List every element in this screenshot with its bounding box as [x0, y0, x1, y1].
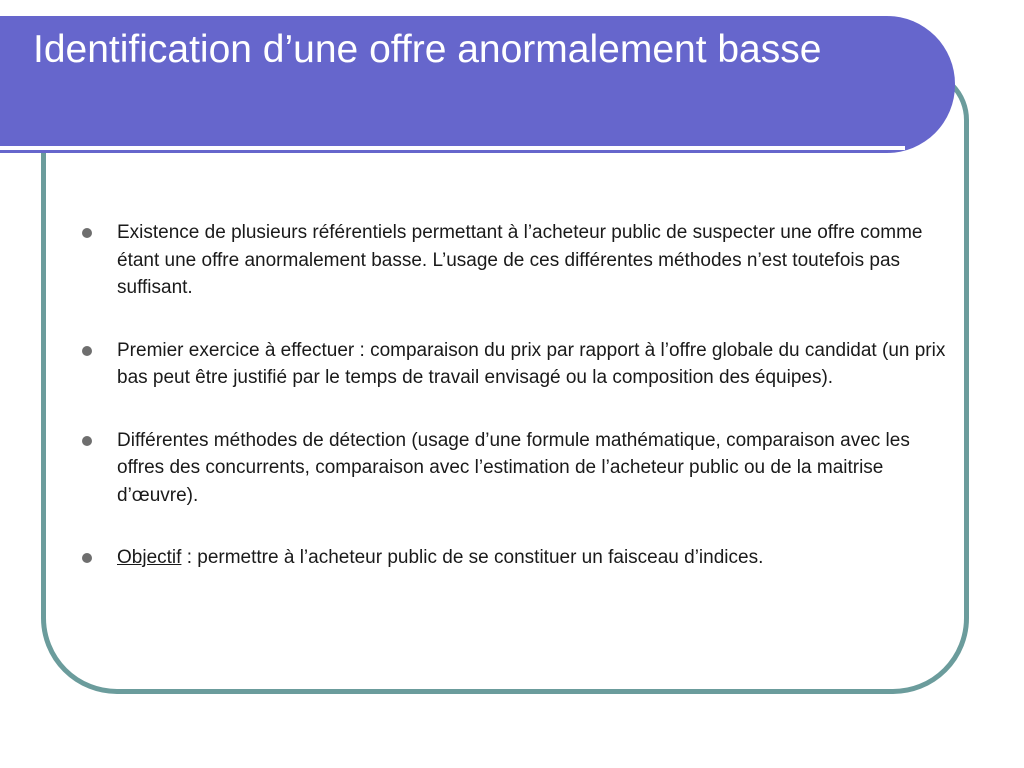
bullet-text: Premier exercice à effectuer : comparaison du prix par rapport à l’offre globale du candidat (un prix bas peut être justifié par le temps de travail envisagé ou la composition des équipes).	[117, 339, 946, 388]
title-divider	[0, 146, 905, 150]
bullet-dot-icon	[82, 228, 92, 238]
bullet-item	[80, 544, 950, 572]
bullet-text: Différentes méthodes de détection (usage d’une formule mathématique, comparaison avec les offres des concurrents, comparaison avec l’estimation de l’acheteur public ou de la maitrise d’œuvre).	[117, 429, 910, 506]
objective-label: Objectif	[117, 547, 182, 568]
bullet-dot-icon	[82, 553, 92, 563]
bullet-item	[80, 219, 950, 302]
bullet-list	[80, 219, 950, 607]
bullet-text: : permettre à l’acheteur public de se constituer un faisceau d’indices.	[181, 547, 764, 568]
slide-title: Identification d’une offre anormalement basse	[33, 28, 822, 71]
bullet-item	[80, 427, 950, 510]
bullet-dot-icon	[82, 346, 92, 356]
bullet-dot-icon	[82, 436, 92, 446]
bullet-text: Existence de plusieurs référentiels permettant à l’acheteur public de suspecter une offre comme étant une offre anormalement basse. L’usage de ces différentes méthodes n’est toutefois pas suffisant.	[117, 222, 923, 298]
bullet-item	[80, 337, 950, 392]
